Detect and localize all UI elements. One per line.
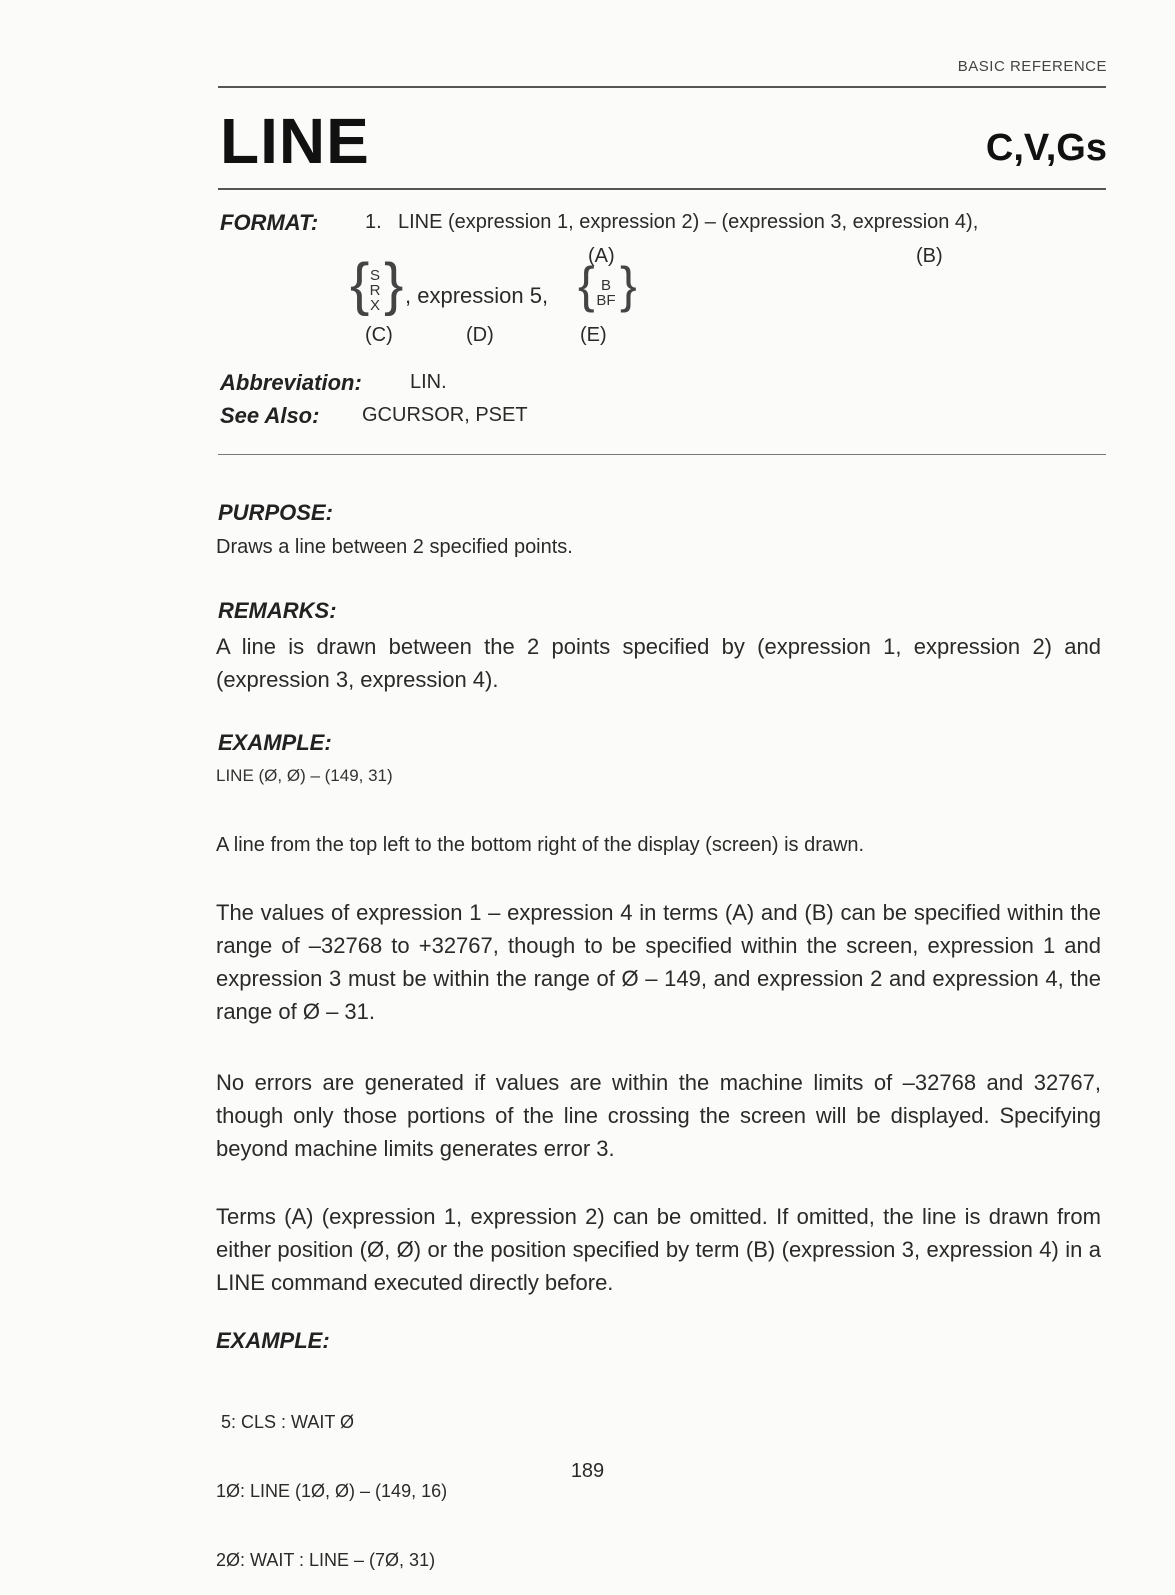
format-rule <box>218 454 1106 455</box>
remarks-label: REMARKS: <box>218 598 337 623</box>
model-tags: C,V,Gs <box>985 127 1107 169</box>
box-option: B <box>600 277 611 294</box>
expression-5: , expression 5, <box>405 283 549 308</box>
term-a: (A) <box>588 245 615 267</box>
brace-close-mode: } <box>384 252 404 317</box>
section-header: BASIC REFERENCE <box>957 58 1107 75</box>
mode-option: R <box>369 282 381 299</box>
code-line: 1Ø: LINE (1Ø, Ø) – (149, 16) <box>216 1481 448 1501</box>
purpose-text: Draws a line between 2 specified points. <box>216 536 573 558</box>
example-code: LINE (Ø, Ø) – (149, 31) <box>216 766 393 785</box>
paragraph-errors: No errors are generated if values are within the machine limits of –32768 and 32767, though only those portions of the line crossing the screen will be displayed. Specifying beyond machine limits generates error 3. <box>216 1070 1101 1161</box>
remarks-text: A line is drawn between the 2 points specified by (expression 1, expression 2) and (expression 3, expression 4). <box>216 634 1101 692</box>
format-line: LINE (expression 1, expression 2) – (expression 3, expression 4), <box>398 211 979 233</box>
example-label: EXAMPLE: <box>218 730 332 755</box>
term-b: (B) <box>916 245 943 267</box>
abbreviation-value: LIN. <box>410 371 447 393</box>
title-rule <box>218 188 1106 190</box>
mode-option: X <box>369 297 380 314</box>
brace-close-box: } <box>620 257 637 313</box>
abbreviation-label: Abbreviation: <box>220 370 362 395</box>
see-also-label: See Also: <box>220 403 320 428</box>
format-label: FORMAT: <box>220 210 319 235</box>
brace-open-box: { <box>578 257 595 313</box>
header-rule <box>218 86 1106 88</box>
see-also-value: GCURSOR, PSET <box>362 404 528 426</box>
term-c: (C) <box>365 324 393 346</box>
paragraph-range: The values of expression 1 – expression 4 in terms (A) and (B) can be specified within the range of –32768 to +32767, though to be specified within the screen, expression 1 and expression 3 must be within the range of Ø – 149, and expression 2 and expression 4, the range of Ø – 31. <box>216 900 1101 1024</box>
box-options <box>594 278 618 308</box>
paragraph-omission: Terms (A) (expression 1, expression 2) can be omitted. If omitted, the line is drawn from either position (Ø, Ø) or the position specified by term (B) (expression 3, expression 4) in a LINE command executed directly before. <box>216 1204 1101 1295</box>
example-caption: A line from the top left to the bottom right of the display (screen) is drawn. <box>216 834 865 856</box>
page-number: 189 <box>570 1460 605 1482</box>
mode-option: S <box>369 267 380 284</box>
mode-options <box>368 268 382 313</box>
brace-open-mode: { <box>350 252 370 317</box>
code-line: 2Ø: WAIT : LINE – (7Ø, 31) <box>216 1550 436 1570</box>
term-e: (E) <box>580 324 607 346</box>
code-line: 5: CLS : WAIT Ø <box>216 1412 355 1432</box>
format-number: 1. <box>365 211 382 233</box>
term-d: (D) <box>466 324 494 346</box>
box-option: BF <box>596 292 616 309</box>
example-label: EXAMPLE: <box>216 1328 330 1353</box>
purpose-label: PURPOSE: <box>218 500 333 525</box>
page-title: LINE <box>220 105 370 177</box>
